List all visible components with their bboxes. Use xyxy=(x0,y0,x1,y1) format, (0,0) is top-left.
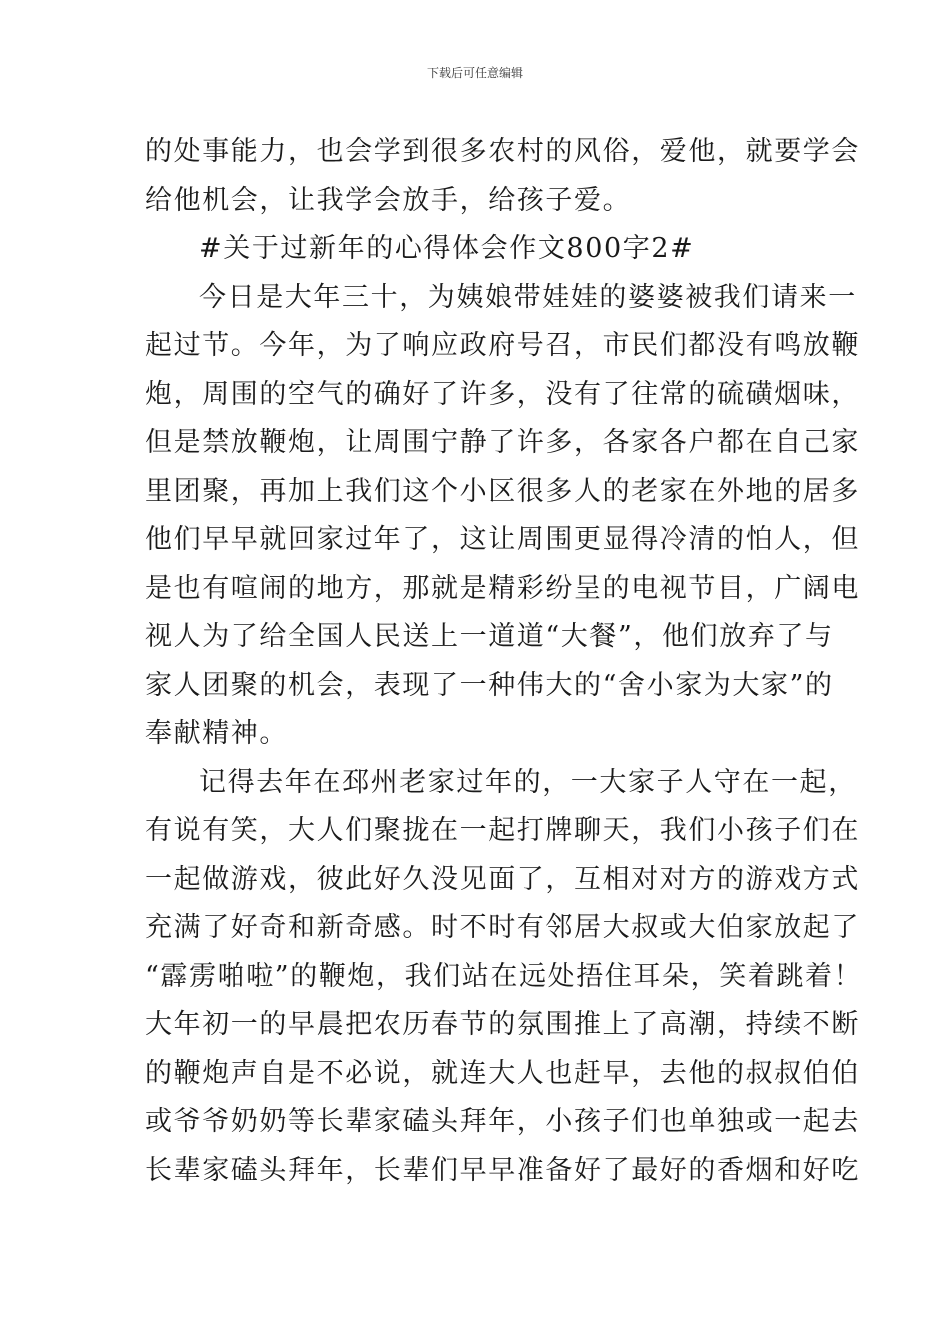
text-line: 今日是大年三十，为姨娘带娃娃的婆婆被我们请来一 xyxy=(199,281,857,313)
text-line: 有说有笑，大人们聚拢在一起打牌聊天，我们小孩子们在 xyxy=(145,815,860,846)
text-line: 的处事能力，也会学到很多农村的风俗，爱他，就要学会 xyxy=(145,136,860,167)
text-line: 他们早早就回家过年了，这让周围更显得冷清的怕人，但 xyxy=(145,524,860,555)
section-heading: #关于过新年的心得体会作文800字2# xyxy=(199,233,695,264)
text-line: 里团聚，再加上我们这个小区很多人的老家在外地的居多 xyxy=(145,475,860,507)
text-line: 炮，周围的空气的确好了许多，没有了往常的硫磺烟味， xyxy=(145,378,860,410)
text-line: “霹雳啪啦”的鞭炮，我们站在远处捂住耳朵，笑着跳着！ xyxy=(145,960,863,992)
text-line: 记得去年在邳州老家过年的，一大家子人守在一起， xyxy=(199,766,857,798)
page-header: 下载后可任意编辑 xyxy=(426,66,523,80)
text-line: 充满了好奇和新奇感。时不时有邻居大叔或大伯家放起了 xyxy=(145,912,860,943)
text-line: 视人为了给全国人民送上一道道“大餐”，他们放弃了与 xyxy=(145,621,834,652)
text-line: 是也有喧闹的地方，那就是精彩纷呈的电视节目，广阔电 xyxy=(145,572,860,604)
text-line: 奉献精神。 xyxy=(145,718,288,749)
text-line: 的鞭炮声自是不必说，就连大人也赶早，去他的叔叔伯伯 xyxy=(145,1057,860,1089)
text-line: 起过节。今年，为了响应政府号召，市民们都没有鸣放鞭 xyxy=(145,330,860,361)
text-line: 或爷爷奶奶等长辈家磕头拜年，小孩子们也单独或一起去 xyxy=(145,1106,860,1137)
text-line: 大年初一的早晨把农历春节的氛围推上了高潮，持续不断 xyxy=(145,1009,860,1040)
text-line: 但是禁放鞭炮，让周围宁静了许多，各家各户都在自己家 xyxy=(145,427,860,458)
text-line: 长辈家磕头拜年，长辈们早早准备好了最好的香烟和好吃 xyxy=(145,1154,860,1186)
text-line: 一起做游戏，彼此好久没见面了，互相对对方的游戏方式 xyxy=(145,863,860,895)
document-body xyxy=(145,128,863,1195)
text-line: 家人团聚的机会，表现了一种伟大的“舍小家为大家”的 xyxy=(145,669,834,701)
text-line: 给他机会，让我学会放手，给孩子爱。 xyxy=(145,184,632,216)
